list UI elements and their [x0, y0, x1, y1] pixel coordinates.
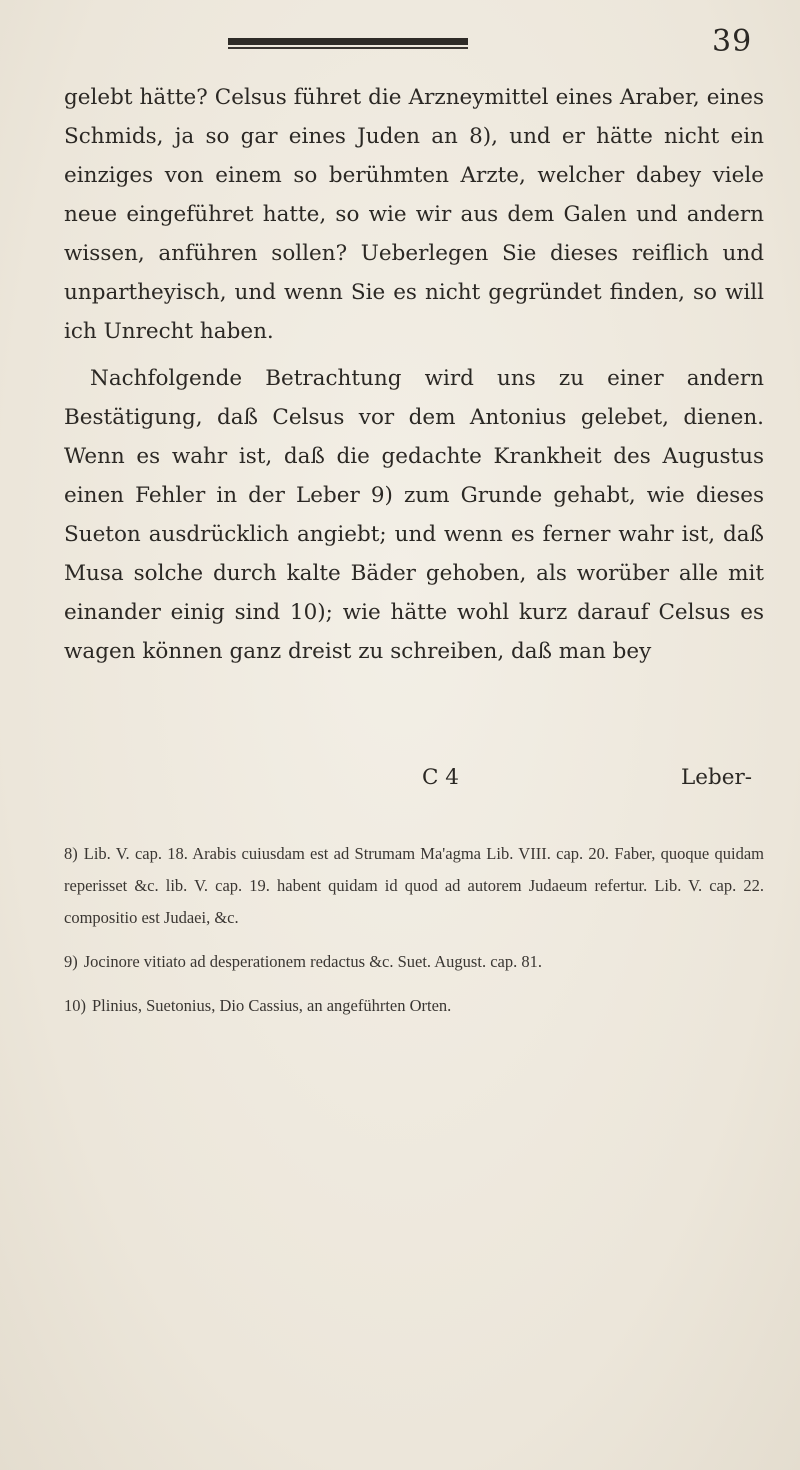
footnote-mark: 9): [64, 952, 78, 971]
paragraph-1: gelebt hätte? Celsus führet die Arzneymittel eines Araber, eines Schmids, ja so gar eines Juden an 8), und er hätte nicht ein einziges von einem so berühmten Arzte, welcher dabey viele neue eingeführet hatte, so wie wir aus dem Galen und andern wissen, anführen sollen? Ueberlegen Sie dieses reiflich und unpartheyisch, und wenn Sie es nicht gegründet finden, so will ich Unrecht haben.: [64, 85, 764, 344]
footnote-mark: 10): [64, 996, 86, 1015]
catchword: Leber-: [680, 765, 752, 790]
paragraph-2: Nachfolgende Betrachtung wird uns zu einer andern Bestätigung, daß Celsus vor dem Antonius gelebet, dienen. Wenn es wahr ist, daß die gedachte Krankheit des Augustus einen Fehler in der Leber 9) zum Grunde gehabt, wie dieses Sueton ausdrücklich angiebt; und wenn es ferner wahr ist, daß Musa solche durch kalte Bäder gehoben, als worüber alle mit einander einig sind 10); wie hätte wohl kurz darauf Celsus es wagen können ganz dreist zu schreiben, daß man bey: [64, 366, 764, 664]
footnote-mark: 8): [64, 844, 78, 863]
footnote-9: [64, 946, 764, 978]
footnote-text: Plinius, Suetonius, Dio Cassius, an angeführten Orten.: [92, 996, 452, 1015]
footnote-8: [64, 838, 764, 934]
footnotes: [64, 838, 764, 1034]
footnote-text: Jocinore vitiato ad desperationem redactus &c. Suet. August. cap. 81.: [83, 952, 542, 971]
footnote-text: Lib. V. cap. 18. Arabis cuiusdam est ad Strumam Ma'agma Lib. VIII. cap. 20. Faber, quoque quidam reperisset &c. lib. V. cap. 19. habent quidam id quod ad autorem Judaeum refertur. Lib. V. cap. 22. compositio est Judaei, &c.: [64, 844, 764, 927]
header-rule: [228, 38, 468, 45]
page-number: 39: [712, 24, 753, 59]
signature-mark: C 4: [422, 765, 459, 790]
main-text: [64, 78, 764, 671]
footnote-10: [64, 990, 764, 1022]
catchline: [64, 765, 764, 805]
